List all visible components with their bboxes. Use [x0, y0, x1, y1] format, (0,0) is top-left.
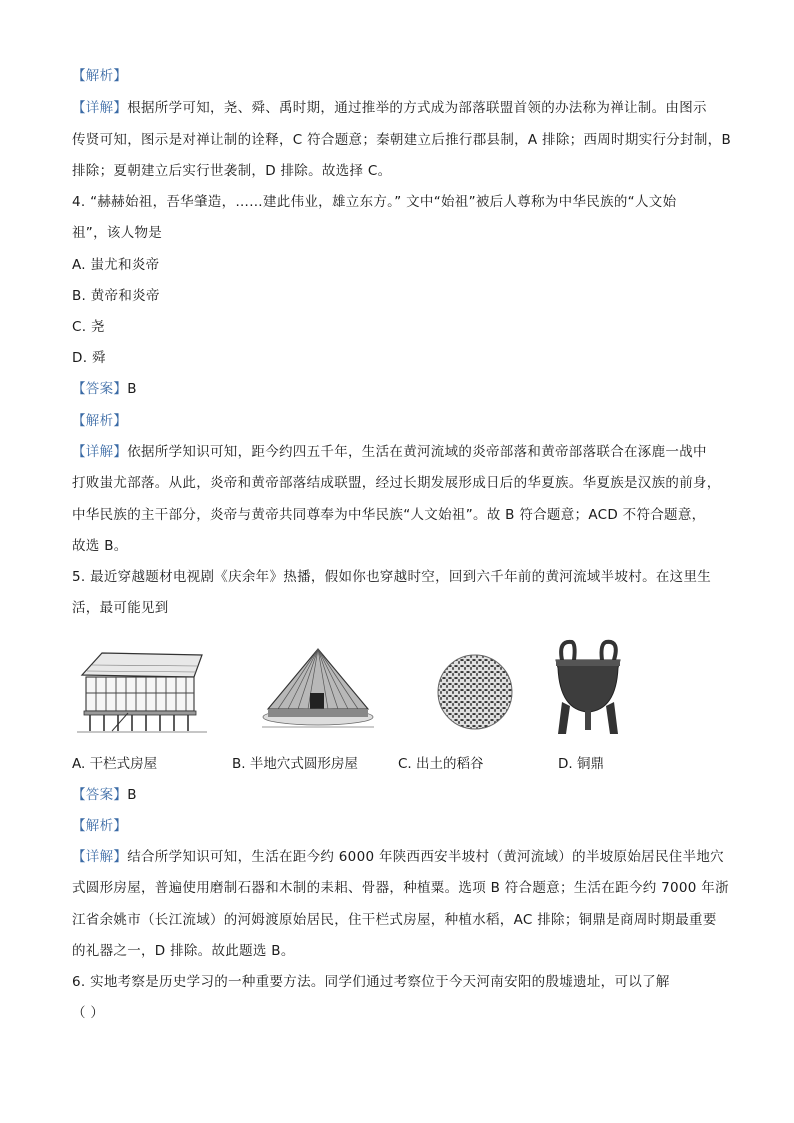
answer-value: B: [127, 381, 137, 397]
explanation-line: 江省余姚市（长江流域）的河姆渡原始居民，住干栏式房屋，种植水稻，AC 排除；铜鼎是商周时期最重要: [72, 912, 717, 928]
round-house-image: [258, 645, 378, 735]
question-4-stem: 祖”，该人物是: [72, 225, 163, 241]
explanation-line: 式圆形房屋，普遍使用磨制石器和木制的耒耜、骨器，种植粟。选项 B 符合题意；生活在距今约 7000 年浙: [72, 880, 729, 896]
analysis-label: 【解析】: [72, 818, 128, 834]
explanation-line: 中华民族的主干部分，炎帝与黄帝共同尊奉为中华民族“人文始祖”。故 B 符合题意；ACD 不符合题意，: [72, 507, 706, 523]
question-4-stem: 4. “赫赫始祖，吾华肇造，……建此伟业，雄立东方。” 文中“始祖”被后人尊称为中华民族的“人文始: [72, 194, 677, 210]
answer-value: B: [127, 787, 137, 803]
question-5-stem: 5. 最近穿越题材电视剧《庆余年》热播，假如你也穿越时空，回到六千年前的黄河流域半坡村。在这里生: [72, 569, 712, 585]
figure-caption-b: B. 半地穴式圆形房屋: [232, 756, 358, 772]
explanation-line: 的礼器之一，D 排除。故此题选 B。: [72, 943, 295, 959]
explanation-line: [72, 442, 707, 462]
figure-caption-d: D. 铜鼎: [558, 756, 604, 772]
option-c: C. 尧: [72, 319, 105, 335]
explanation-line: 排除；夏朝建立后实行世袭制，D 排除。故选择 C。: [72, 163, 392, 179]
explanation-text: 依据所学知识可知，距今约四五千年，生活在黄河流域的炎帝部落和黄帝部落联合在涿鹿一战中: [127, 444, 707, 460]
explanation-line: 打败蚩尤部落。从此，炎帝和黄帝部落结成联盟，经过长期发展形成日后的华夏族。华夏族是汉族的前身，: [72, 475, 721, 491]
detail-label: 【详解】: [72, 849, 128, 865]
figure-caption-c: C. 出土的稻谷: [398, 756, 484, 772]
option-b: B. 黄帝和炎帝: [72, 288, 160, 304]
figure-caption-a: A. 干栏式房屋: [72, 756, 158, 772]
stilt-house-image: [72, 645, 212, 735]
detail-label: 【详解】: [72, 444, 128, 460]
explanation-line: 传贤可知，图示是对禅让制的诠释，C 符合题意；秦朝建立后推行郡县制，A 排除；西周时期实行分封制，B: [72, 132, 732, 148]
question-6-stem: 6. 实地考察是历史学习的一种重要方法。同学们通过考察位于今天河南安阳的殷墟遗址，可以了解: [72, 974, 670, 990]
explanation-text: 根据所学可知，尧、舜、禹时期，通过推举的方式成为部落联盟首领的办法称为禅让制。由图示: [127, 100, 707, 116]
explanation-line: [72, 98, 707, 118]
answer-label: 【答案】: [72, 381, 128, 397]
answer-blank: （ ）: [72, 1005, 105, 1021]
option-d: D. 舜: [72, 350, 106, 366]
option-a: A. 蚩尤和炎帝: [72, 257, 160, 273]
explanation-line: 故选 B。: [72, 538, 128, 554]
answer-line: [72, 379, 137, 399]
detail-label: 【详解】: [72, 100, 128, 116]
explanation-line: [72, 847, 724, 867]
explanation-text: 结合所学知识可知，生活在距今约 6000 年陕西西安半坡村（黄河流域）的半坡原始居民住半地穴: [127, 849, 724, 865]
rice-grains-image: [430, 652, 520, 732]
analysis-label: 【解析】: [72, 68, 128, 84]
answer-label: 【答案】: [72, 787, 128, 803]
question-5-stem: 活，最可能见到: [72, 600, 169, 616]
answer-line: [72, 785, 137, 805]
analysis-label: 【解析】: [72, 413, 128, 429]
bronze-ding-image: [548, 638, 628, 736]
